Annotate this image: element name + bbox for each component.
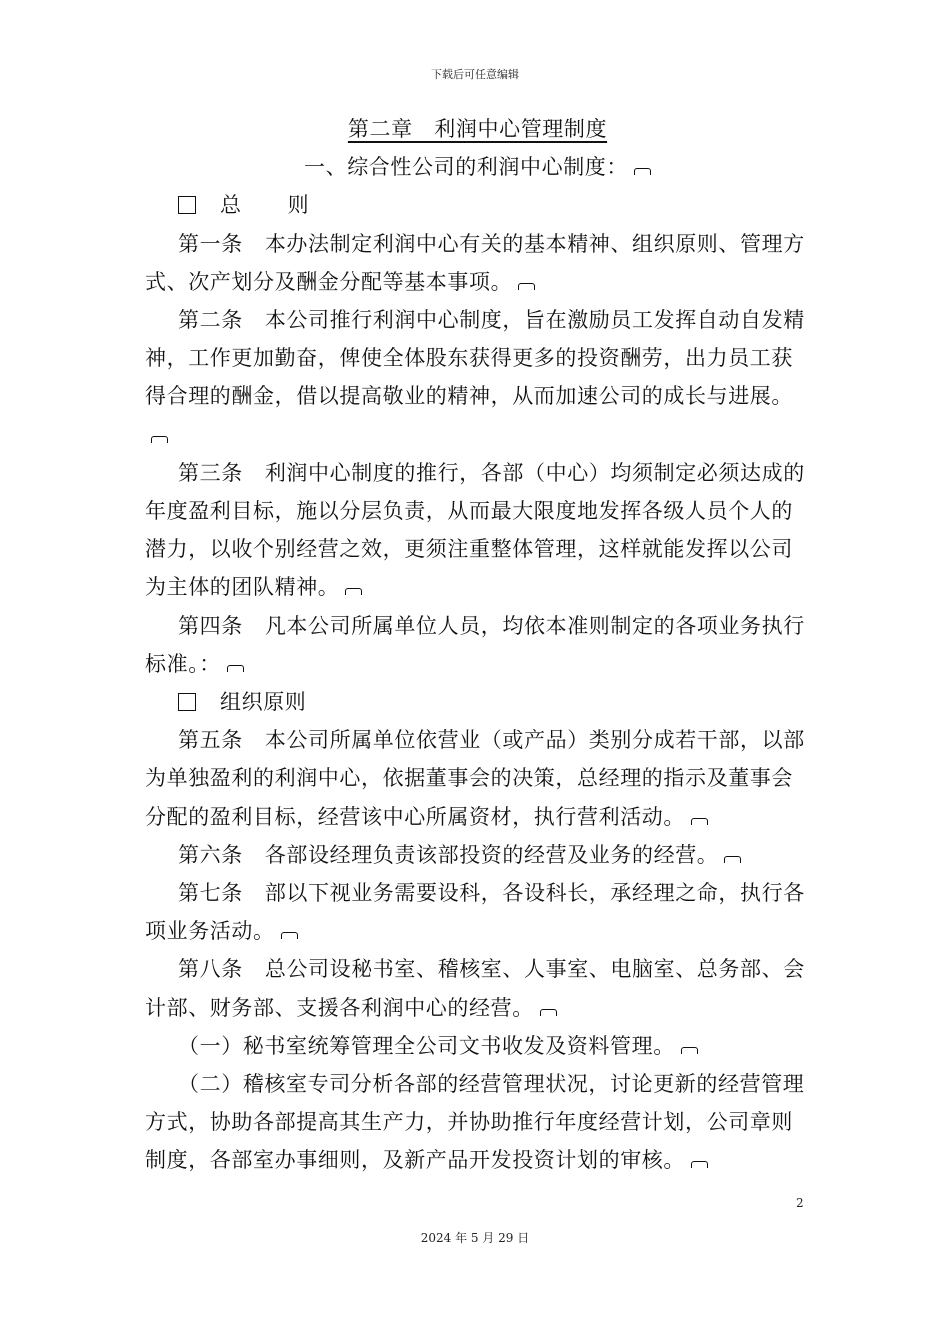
article-text: 部以下视业务需要设科，各设科长，承经理之命，执行各项业务活动。 <box>145 881 805 944</box>
subtitle-text: 一、综合性公司的利润中心制度： <box>304 155 628 180</box>
article-1 <box>145 225 810 301</box>
section-heading-general <box>145 186 810 224</box>
paragraph-mark-icon <box>540 1009 557 1016</box>
article-text: 利润中心制度的推行，各部（中心）均须制定必须达成的年度盈利目标，施以分层负责，从而最大限度地发挥各级人员个人的潜力，以收个别经营之效，更须注重整体管理，这样就能发挥以公司为主体的团队精神。 <box>145 460 805 600</box>
section-heading-general-b: 则 <box>287 193 310 218</box>
document-body <box>145 110 810 1180</box>
article-label: 第七条 <box>178 881 243 906</box>
section-heading-general-a: 总 <box>220 193 242 218</box>
paragraph-mark-icon <box>227 665 244 672</box>
article-label: 第六条 <box>178 842 243 867</box>
article-8 <box>145 950 810 1026</box>
article-2 <box>145 301 810 454</box>
checkbox-square-icon <box>178 693 196 711</box>
section-heading-organization <box>145 683 810 721</box>
article-label: 第八条 <box>178 957 243 982</box>
article-label: 第五条 <box>178 728 243 753</box>
article-label: 第三条 <box>178 460 243 485</box>
article-3 <box>145 454 810 607</box>
paragraph-mark-icon <box>681 1047 698 1054</box>
paragraph-mark-icon <box>724 856 741 863</box>
paragraph-mark-icon <box>281 932 298 939</box>
footer-date: 2024 年 5 月 29 日 <box>420 1231 530 1245</box>
paragraph-mark-icon <box>634 168 651 175</box>
article-text: 凡本公司所属单位人员，均依本准则制定的各项业务执行标准。： <box>145 613 805 676</box>
item-text: （一）秘书室统筹管理全公司文书收发及资料管理。 <box>178 1033 675 1058</box>
chapter-title: 第二章 利润中心管理制度 <box>347 117 608 141</box>
article-text: 总公司设秘书室、稽核室、人事室、电脑室、总务部、会计部、财务部、支援各利润中心的经营。 <box>145 957 805 1020</box>
article-label: 第二条 <box>178 308 243 333</box>
paragraph-mark-icon <box>691 1161 708 1168</box>
article-label: 第一条 <box>178 231 243 256</box>
section-heading-organization-text: 组织原则 <box>220 690 307 715</box>
paragraph-mark-icon <box>518 283 535 290</box>
item-1 <box>145 1027 810 1065</box>
article-5 <box>145 721 810 836</box>
item-text: （二）稽核室专司分析各部的经营管理状况，讨论更新的经营管理方式，协助各部提高其生产力，并协助推行年度经营计划，公司章则制度，各部室办事细则，及新产品开发投资计划的审核。 <box>145 1072 805 1173</box>
article-6 <box>145 836 810 874</box>
article-text: 本公司所属单位依营业（或产品）类别分成若干部，以部为单独盈利的利润中心，依据董事会的决策，总经理的指示及董事会分配的盈利目标，经营该中心所属资材，执行营利活动。 <box>145 728 805 829</box>
paragraph-mark-icon <box>691 818 708 825</box>
page-number: 2 <box>796 1196 804 1210</box>
checkbox-square-icon <box>178 196 196 214</box>
article-label: 第四条 <box>178 613 243 638</box>
article-4 <box>145 607 810 683</box>
item-2 <box>145 1065 810 1180</box>
paragraph-mark-icon <box>345 588 362 595</box>
section-subtitle <box>145 148 810 186</box>
paragraph-mark-icon <box>151 436 168 443</box>
header-note: 下载后可任意编辑 <box>431 68 519 81</box>
article-text: 本公司推行利润中心制度，旨在激励员工发挥自动自发精神，工作更加勤奋，俾使全体股东获得更多的投资酬劳，出力员工获得合理的酬金，借以提高敬业的精神，从而加速公司的成长与进展。 <box>145 308 805 409</box>
article-7 <box>145 874 810 950</box>
article-text: 各部设经理负责该部投资的经营及业务的经营。 <box>264 842 719 867</box>
article-text: 本办法制定利润中心有关的基本精神、组织原则、管理方式、次产划分及酬金分配等基本事项。 <box>145 231 805 294</box>
